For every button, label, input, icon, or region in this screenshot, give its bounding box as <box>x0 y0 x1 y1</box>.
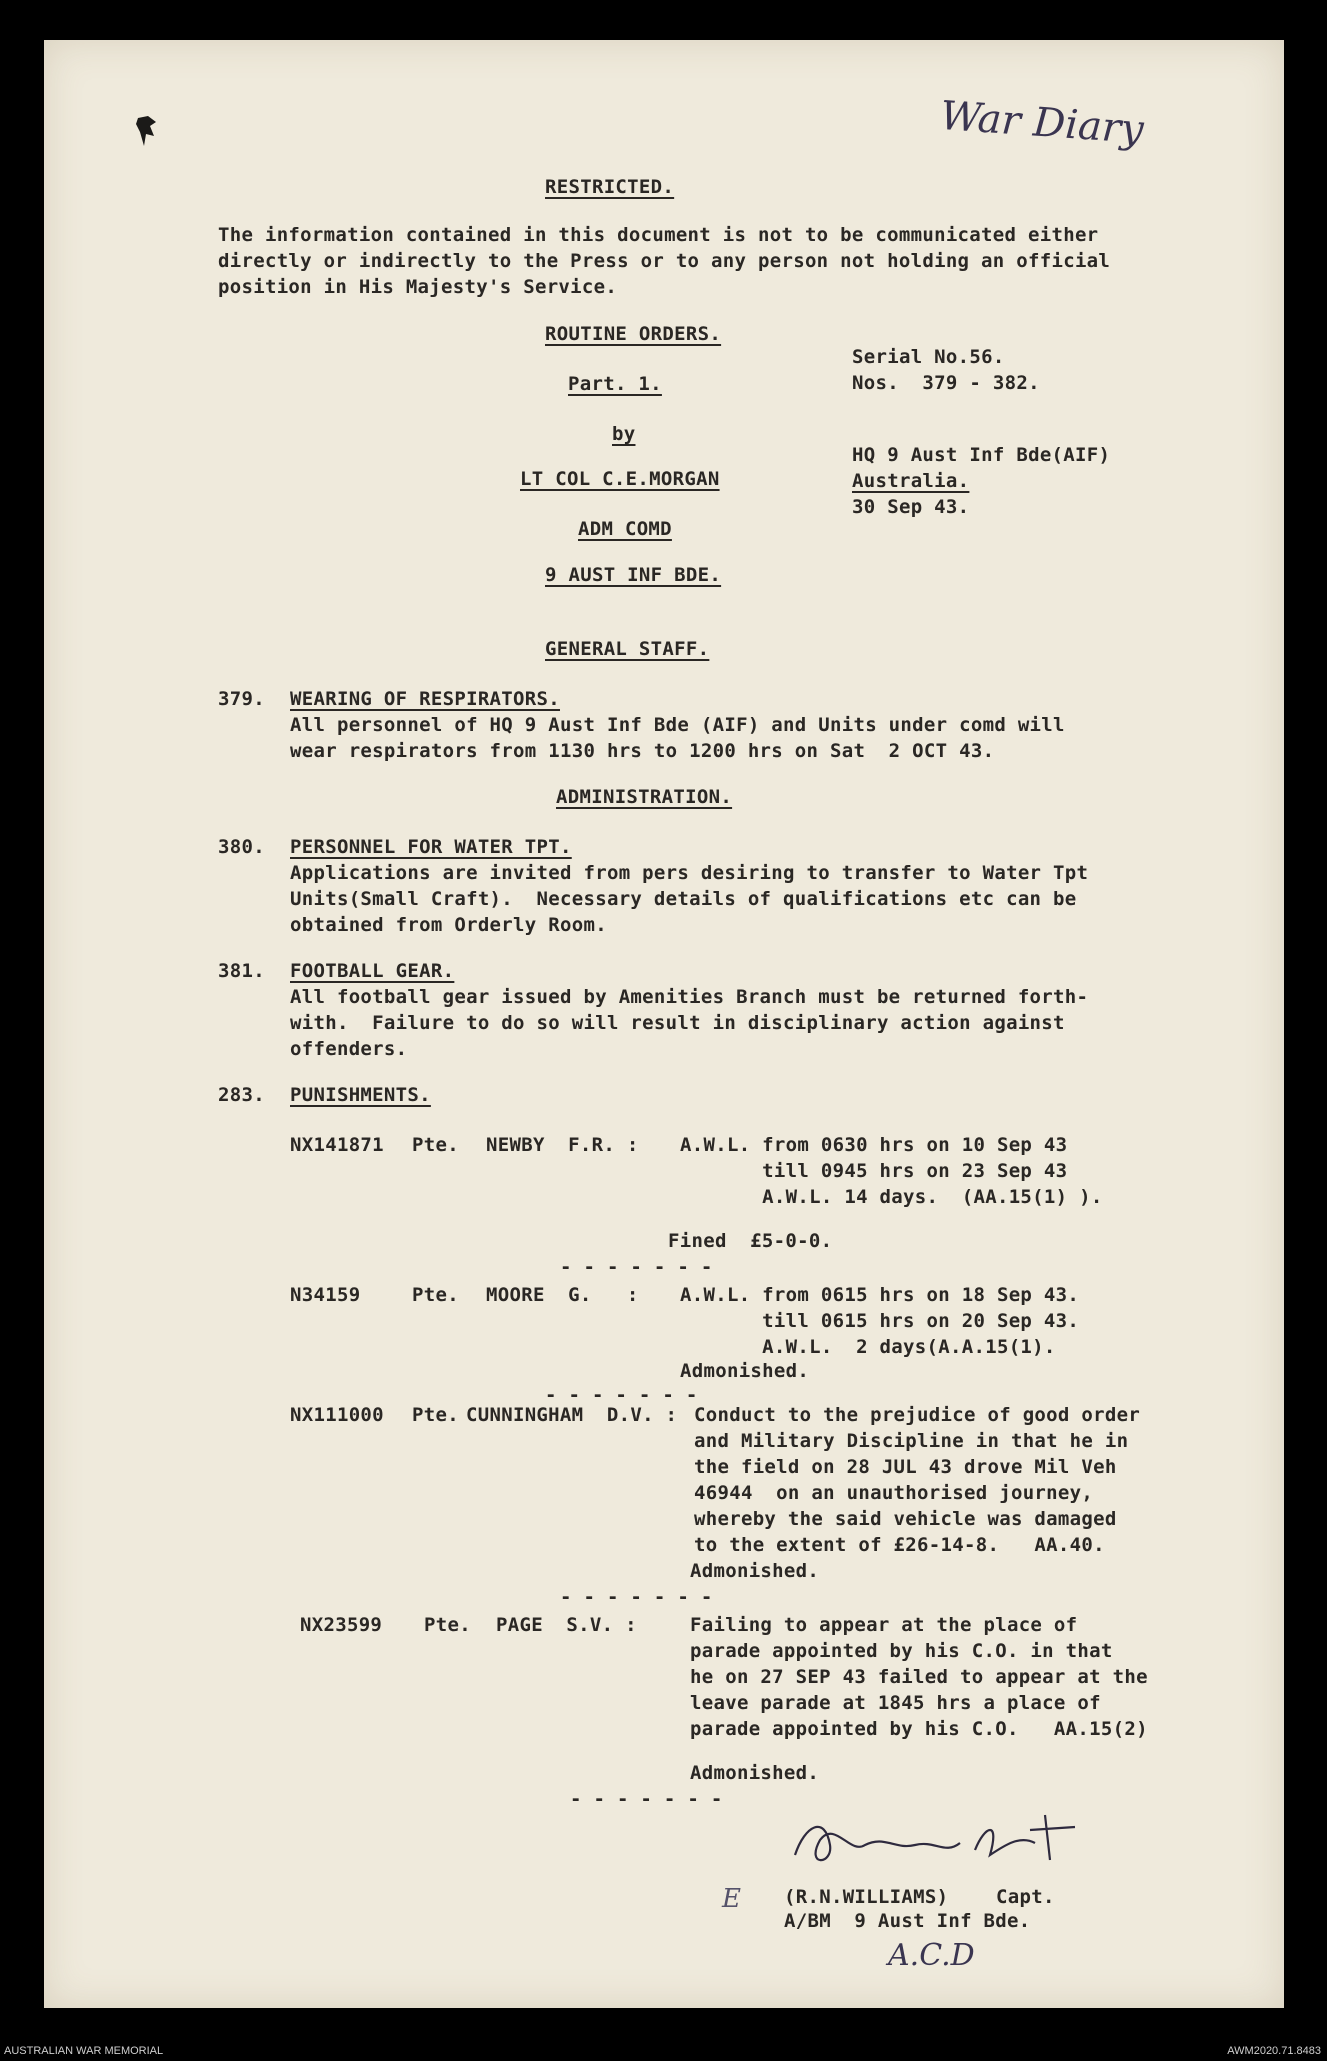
location: Australia. <box>852 470 970 492</box>
order-line: All personnel of HQ 9 Aust Inf Bde (AIF) and Units under comd will <box>290 714 1065 736</box>
charge-line: and Military Discipline in that he in <box>694 1430 1129 1452</box>
notice-line-3: position in His Majesty's Service. <box>218 276 618 298</box>
footer-accession: AWM2020.71.8483 <box>1227 2045 1321 2057</box>
order-title: PUNISHMENTS. <box>290 1084 431 1106</box>
handwritten-war-diary: War Diary <box>938 92 1146 154</box>
charge-line: 46944 on an unauthorised journey, <box>694 1482 1094 1504</box>
signatory-rank: Capt. <box>996 1886 1055 1908</box>
separator-dashes: - - - - - - - <box>560 1586 713 1608</box>
separator-dashes: - - - - - - - <box>560 1256 713 1278</box>
rank: Pte. <box>412 1134 459 1156</box>
signatory-appointment: A/BM 9 Aust Inf Bde. <box>784 1910 1031 1932</box>
notice-line-2: directly or indirectly to the Press or to any person not holding an official <box>218 250 1111 272</box>
order-line: Applications are invited from pers desiring to transfer to Water Tpt <box>290 862 1089 884</box>
rank: Pte. <box>412 1284 459 1306</box>
soldier-name: NEWBY F.R. : <box>486 1134 639 1156</box>
order-title: WEARING OF RESPIRATORS. <box>290 688 560 710</box>
bde-name: 9 AUST INF BDE. <box>545 564 722 586</box>
order-number: 381. <box>218 960 265 982</box>
order-date: 30 Sep 43. <box>852 496 970 518</box>
charge-line: A.W.L. 14 days. (AA.15(1) ). <box>680 1186 1103 1208</box>
handwritten-initials: E <box>722 1884 741 1914</box>
charge-line: the field on 28 JUL 43 drove Mil Veh <box>694 1456 1117 1478</box>
punishment-result: Admonished. <box>690 1762 820 1784</box>
handwritten-signature <box>775 1805 1105 1875</box>
charge-line: till 0615 hrs on 20 Sep 43. <box>680 1310 1080 1332</box>
order-line: All football gear issued by Amenities Branch must be returned forth- <box>290 986 1089 1008</box>
restricted-heading: RESTRICTED. <box>545 176 675 198</box>
notice-line-1: The information contained in this document is not to be communicated either <box>218 224 1099 246</box>
charge-line: to the extent of £26-14-8. AA.40. <box>694 1534 1105 1556</box>
punishment-result: Admonished. <box>680 1360 810 1382</box>
service-number: NX111000 <box>290 1404 384 1426</box>
order-number: 283. <box>218 1084 265 1106</box>
charge-line: A.W.L. 2 days(A.A.15(1). <box>680 1336 1056 1358</box>
separator-dashes: - - - - - - - <box>570 1788 723 1810</box>
hq-name: HQ 9 Aust Inf Bde(AIF) <box>852 444 1111 466</box>
signatory-name: (R.N.WILLIAMS) <box>784 1886 949 1908</box>
service-number: N34159 <box>290 1284 361 1306</box>
soldier-name: CUNNINGHAM D.V. : <box>466 1404 678 1426</box>
by-label: by <box>612 423 636 445</box>
punishment-result: Fined £5-0-0. <box>668 1230 833 1252</box>
adm-comd: ADM COMD <box>578 518 672 540</box>
commander-name: LT COL C.E.MORGAN <box>520 468 720 490</box>
part-heading: Part. 1. <box>568 373 662 395</box>
soldier-name: MOORE G. : <box>486 1284 639 1306</box>
charge-line: whereby the said vehicle was damaged <box>694 1508 1117 1530</box>
administration-heading: ADMINISTRATION. <box>556 786 733 808</box>
service-number: NX23599 <box>300 1614 383 1636</box>
order-line: obtained from Orderly Room. <box>290 914 607 936</box>
separator-dashes: - - - - - - - <box>545 1384 698 1406</box>
footer-source: AUSTRALIAN WAR MEMORIAL <box>4 2045 164 2057</box>
charge-line: A.W.L. from 0630 hrs on 10 Sep 43 <box>680 1134 1068 1156</box>
charge-line: Failing to appear at the place of <box>690 1614 1078 1636</box>
charge-line: leave parade at 1845 hrs a place of <box>690 1692 1101 1714</box>
general-staff-heading: GENERAL STAFF. <box>545 638 710 660</box>
order-line: with. Failure to do so will result in disciplinary action against <box>290 1012 1065 1034</box>
order-title: FOOTBALL GEAR. <box>290 960 455 982</box>
charge-line: parade appointed by his C.O. in that <box>690 1640 1113 1662</box>
order-number: 379. <box>218 688 265 710</box>
order-line: offenders. <box>290 1038 408 1060</box>
order-title: PERSONNEL FOR WATER TPT. <box>290 836 572 858</box>
charge-line: till 0945 hrs on 23 Sep 43 <box>680 1160 1068 1182</box>
service-number: NX141871 <box>290 1134 384 1156</box>
charge-line: Conduct to the prejudice of good order <box>694 1404 1141 1426</box>
order-line: Units(Small Craft). Necessary details of qualifications etc can be <box>290 888 1077 910</box>
ink-stain-mark <box>134 112 160 150</box>
routine-orders-heading: ROUTINE ORDERS. <box>545 323 722 345</box>
handwritten-note: A.C.D <box>888 1938 975 1973</box>
order-line: wear respirators from 1130 hrs to 1200 hrs on Sat 2 OCT 43. <box>290 740 995 762</box>
charge-line: he on 27 SEP 43 failed to appear at the <box>690 1666 1148 1688</box>
order-numbers: Nos. 379 - 382. <box>852 372 1040 394</box>
soldier-name: PAGE S.V. : <box>496 1614 637 1636</box>
order-number: 380. <box>218 836 265 858</box>
charge-line: A.W.L. from 0615 hrs on 18 Sep 43. <box>680 1284 1080 1306</box>
punishment-result: Admonished. <box>690 1560 820 1582</box>
charge-line: parade appointed by his C.O. AA.15(2) <box>690 1718 1148 1740</box>
rank: Pte. <box>424 1614 471 1636</box>
rank-and-name: Pte. <box>412 1404 459 1426</box>
serial-number: Serial No.56. <box>852 346 1005 368</box>
